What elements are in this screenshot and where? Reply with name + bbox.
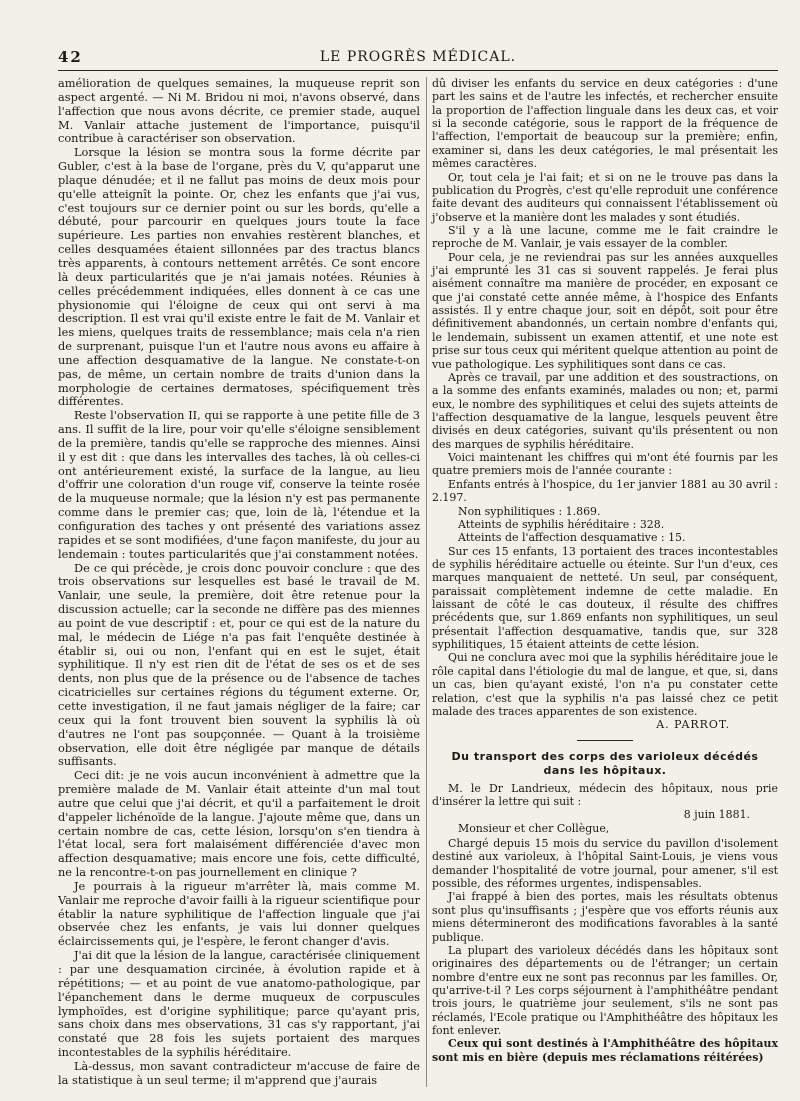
paragraph: Chargé depuis 15 mois du service du pavillon d'isolement destiné aux varioleux, à l'hôpital Saint-Louis, je viens vous demander l'hospitalité de votre journal, pour amener, s'il est possible, des réformes urgentes, indispensables.: [432, 837, 778, 891]
page-number: 42: [58, 48, 83, 66]
paragraph: amélioration de quelques semaines, la muqueuse reprit son aspect argenté. — Ni M. Bridou ni moi, n'avons observé, dans l'affection que nous avons décrite, ce premier stade, auquel M. Vanlair attache justement de l'importance, puisqu'il contribue à caractériser son observation.: [58, 76, 420, 146]
paragraph: Pour cela, je ne reviendrai pas sur les années auxquelles j'ai emprunté les 31 cas si souvent rappelés. Je ferai plus aisément connaître ma manière de procéder, en exposant ce que j'ai constaté cette année même, à l'hospice des Enfants assistés. Il y entre chaque jour, soit en dépôt, soit pour être définitivement abandonnés, un certain nombre d'enfants qui, le lendemain, subissent un examen attentif, et une note est prise sur tous ceux qui méritent quelque attention au point de vue pathologique. Les syphilitiques sont dans ce cas.: [432, 250, 778, 371]
paragraph: Je pourrais à la rigueur m'arrêter là, mais comme M. Vanlair me reproche d'avoir failli à la rigueur scientifique pour établir la nature syphilitique de l'affection linguale que j'ai observée chez les enfants, je vais lui donner quelques éclaircissements qui, je l'espère, le feront changer d'avis.: [58, 878, 420, 949]
paragraph: Or, tout cela je l'ai fait; et si on ne le trouve pas dans la publication du Progrès, c'est qu'elle reproduit une conférence faite devant des auditeurs qui connaissent l'établissement où j'observe et la manière dont les malades y sont étudiés.: [432, 170, 778, 224]
page-header: [58, 46, 778, 71]
section-rule: [577, 740, 633, 741]
paragraph: Reste l'observation II, qui se rapporte à une petite fille de 3 ans. Il suffit de la lire, pour voir qu'elle s'éloigne sensiblement de la première, tandis qu'elle se rapproche des miennes. Ainsi il y est dit : que dans les intervalles des taches, là où celles-ci ont antérieurement existé, la surface de la langue, au lieu d'offrir une coloration d'un rouge vif, conserve la teinte rosée de la muqueuse normale; que la lésion n'y est pas permanente comme dans le premier cas; que, loin de là, l'étendue et la configuration des taches y ont présenté des variations assez rapides et se sont modifiées, d'une façon manifeste, du jour au lendemain : toutes particularités que j'ai constamment notées.: [58, 408, 420, 561]
paragraph: Là-dessus, mon savant contradicteur m'accuse de faire de la statistique à un seul terme; il m'apprend que j'aurais: [58, 1058, 420, 1087]
paragraph: Après ce travail, par une addition et des soustractions, on a la somme des enfants examinés, malades ou non; et, parmi eux, le nombre des syphilitiques et celui des sujets atteints de l'affection desquamative de la langue, lesquels peuvent être divisés en deux catégories, suivant qu'ils présentent ou non des marques de syphilis héréditaire.: [432, 370, 778, 451]
right-column: [432, 77, 778, 1064]
paragraph: Lorsque la lésion se montra sous la forme décrite par Gubler, c'est à la base de l'organe, près du V, qu'apparut une plaque dénudée; et il ne fallut pas moins de deux mois pour qu'elle atteignît la pointe. Or, chez les enfants que j'ai vus, c'est toujours sur ce dernier point ou sur les bords, qu'elle a débuté, pour parcourir en quelques jours toute la face supérieure. Les parties non envahies restèrent blanches, et celles desquamées étaient sillonnées par des tractus blancs très apparents, à contours nettement arrêtés. Ce sont encore là deux particularités que je n'ai jamais notées. Réunies à celles précédemment indiquées, elles donnent à ce cas une physionomie qui l'éloigne de ceux qui ont servi à ma description. Il est vrai qu'il existe entre le fait de M. Vanlair et les miens, quelques traits de ressemblance; mais cela n'a rien de surprenant, puisque l'un et l'autre nous avons eu affaire à une affection desquamative de la langue. Ne constate-t-on pas, de même, un certain nombre de traits d'union dans la morphologie de certaines dermatoses, spécifiquement très différentes.: [58, 145, 420, 409]
left-column: [58, 77, 420, 1088]
column-divider: [426, 77, 427, 1087]
letter-date: 8 juin 1881.: [683, 808, 750, 822]
paragraph: Ceci dit: je ne vois aucun inconvénient à admettre que la première malade de M. Vanlair était atteinte d'un mal tout autre que celui que j'ai décrit, et qu'il a parfaitement le droit d'appeler lichénoïde de la langue. J'ajoute même que, dans un certain nombre de cas, cette lésion, lorsqu'on s'en tiendra à l'état local, sera fort malaisément différenciée d'avec mon affection desquamative; mais encore une fois, cette difficulté, ne la rencontre-t-on pas journellement en clinique ?: [58, 768, 420, 880]
journal-title: LE PROGRÈS MÉDICAL.: [319, 49, 517, 65]
author-signature: A. PARROT.: [656, 718, 730, 732]
statistic-line: Enfants entrés à l'hospice, du 1er janvier 1881 au 30 avril : 2.197.: [432, 477, 778, 505]
paragraph: La plupart des varioleux décédés dans les hôpitaux sont originaires des départements ou de l'étranger; un certain nombre d'entre eux ne sont pas reconnus par les familles. Or, qu'arrive-t-il ? Les corps séjournent à l'amphithéâtre pendant trois jours, le quatrième jour seulement, s'ils ne sont pas réclamés, l'Ecole pratique ou l'Amphithéâtre des hôpitaux les font enlever.: [432, 943, 778, 1038]
statistic-line: Atteints de l'affection desquamative : 15.: [458, 531, 686, 545]
paragraph: dû diviser les enfants du service en deux catégories : d'une part les sains et de l'autre les infectés, et rechercher ensuite la proportion de l'affection linguale dans les deux cas, et voir si la seconde catégorie, sous le rapport de la fréquence de l'affection, l'emportait de beaucoup sur la première; enfin, examiner si, dans les deux catégories, le mal présentait les mêmes caractères.: [432, 77, 778, 171]
statistic-line: Atteints de syphilis héréditaire : 328.: [458, 517, 665, 531]
paragraph: Sur ces 15 enfants, 13 portaient des traces incontestables de syphilis héréditaire actuelle ou éteinte. Sur l'un d'eux, ces marques manquaient de netteté. Un seul, par conséquent, paraissait complètement indemne de cette maladie. En laissant de côté le cas douteux, il résulte des chiffres précédents que, sur 1.869 enfants non syphilitiques, un seul présentait l'affection desquamative, tandis que, sur 328 syphilitiques, 15 étaient atteints de cette lésion.: [432, 544, 778, 652]
paragraph: Qui ne conclura avec moi que la syphilis héréditaire joue le rôle capital dans l'étiologie du mal de langue, et que, si, dans un cas, bien qu'ayant existé, l'on n'a pu constater cette relation, c'est que la syphilis n'a pas laissé chez ce petit malade des traces apparentes de son existence.: [432, 651, 778, 718]
paragraph: Voici maintenant les chiffres qui m'ont été fournis par les quatre premiers mois de l'année courante :: [432, 451, 778, 478]
paragraph: J'ai dit que la lésion de la langue, caractérisée cliniquement : par une desquamation circinée, à évolution rapide et à répétitions; — et au point de vue anatomo-pathologique, par l'épanchement dans le derme muqueux de corpuscules lymphoïdes, est d'origine syphilitique; parce qu'ayant pris, sans choix dans mes observations, 31 cas s'y rapportant, j'ai constaté que 28 fois les sujets portaient des marques incontestables de la syphilis héréditaire.: [58, 948, 420, 1060]
paragraph: De ce qui précède, je crois donc pouvoir conclure : que des trois observations sur lesquelles est basé le travail de M. Vanlair, une seule, la première, doit être retenue pour la discussion actuelle; car la seconde ne diffère pas des miennes au point de vue descriptif : et, pour ce qui est de la nature du mal, le médecin de Liége n'a pas fait l'enquête destinée à établir si, oui ou non, l'enfant qui en est le sujet, était syphilitique. Il n'y est rien dit de l'état de ses os et de ses dents, non plus que de la présence ou de l'absence de taches cicatricielles sur certaines régions du tégument externe. Or, cette investigation, il ne faut jamais négliger de la faire; car ceux qui la font trouvent bien souvent la syphilis là où d'autres ne l'ont pas soupçonnée. — Quant à la troisième observation, elle doit être négligée par manque de détails suffisants.: [58, 560, 420, 769]
letter-salutation: Monsieur et cher Collègue,: [458, 821, 610, 835]
paragraph: J'ai frappé à bien des portes, mais les résultats obtenus sont plus qu'insuffisants ; j'espère que vos efforts réunis aux miens détermineront des modifications favorables à la santé publique.: [432, 890, 778, 944]
paragraph: S'il y a là une lacune, comme me le fait craindre le reproche de M. Vanlair, je vais essayer de la combler.: [432, 223, 778, 251]
paragraph: Ceux qui sont destinés à l'Amphithéâtre des hôpitaux sont mis en bière (depuis mes réclamations réitérées): [432, 1037, 778, 1064]
statistic-line: Non syphilitiques : 1.869.: [458, 504, 601, 518]
article-title: Du transport des corps des varioleux décédés dans les hôpitaux.: [451, 749, 759, 777]
article-intro: M. le Dr Landrieux, médecin des hôpitaux, nous prie d'insérer la lettre qui suit :: [432, 781, 778, 808]
